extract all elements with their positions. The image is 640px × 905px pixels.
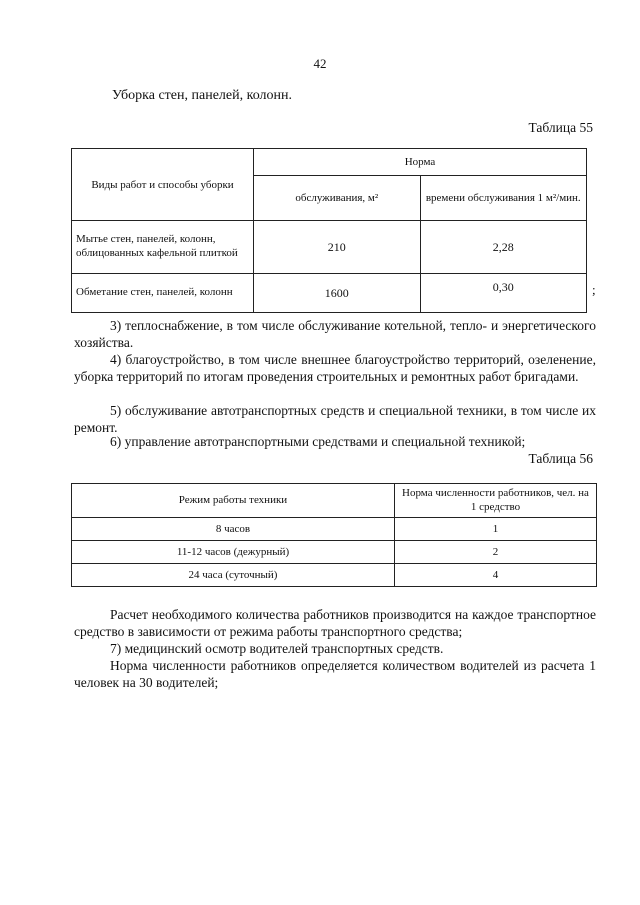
paragraph: Норма численности работников определяется количеством водителей из расчета 1 человек на 30 водителей; <box>74 658 596 690</box>
row-staff-norm: 1 <box>395 517 597 540</box>
row-service-time: 2,28 <box>420 221 586 274</box>
row-operating-mode: 8 часов <box>72 517 395 540</box>
row-work-kind: Обметание стен, панелей, колонн <box>72 274 254 313</box>
table-row <box>72 540 597 563</box>
header-service-area: обслуживания, м² <box>254 176 421 221</box>
header-work-kind: Виды работ и способы уборки <box>72 149 254 221</box>
table-55 <box>71 148 587 313</box>
row-staff-norm: 2 <box>395 540 597 563</box>
row-operating-mode: 11-12 часов (дежурный) <box>72 540 395 563</box>
paragraph: 3) теплоснабжение, в том числе обслуживание котельной, тепло- и энергетического хозяйства. <box>74 318 596 350</box>
row-service-area: 210 <box>254 221 421 274</box>
table-trailing-punctuation: ; <box>592 282 596 297</box>
paragraph: 5) обслуживание автотранспортных средств и специальной техники, в том числе их ремонт. <box>74 403 596 435</box>
page-number: 42 <box>313 56 327 71</box>
table-row <box>72 274 587 313</box>
header-service-time: времени обслуживания 1 м²/мин. <box>420 176 586 221</box>
table-56-caption: Таблица 56 <box>528 451 593 466</box>
row-work-kind: Мытье стен, панелей, колонн, облицованных кафельной плиткой <box>72 221 254 274</box>
row-service-area: 1600 <box>254 274 421 313</box>
paragraph: 6) управление автотранспортными средствами и специальной техникой; <box>110 434 526 449</box>
paragraph: Расчет необходимого количества работников производится на каждое транспортное средство в зависимости от режима работы транспортного средства; <box>74 607 596 639</box>
table-56 <box>71 483 597 587</box>
row-operating-mode: 24 часа (суточный) <box>72 563 395 586</box>
header-operating-mode: Режим работы техники <box>72 484 395 518</box>
table-row <box>72 517 597 540</box>
header-staff-norm: Норма численности работников, чел. на 1 средство <box>395 484 597 518</box>
paragraph: 7) медицинский осмотр водителей транспортных средств. <box>110 641 444 656</box>
table-row <box>72 563 597 586</box>
paragraph: 4) благоустройство, в том числе внешнее благоустройство территорий, озеленение, уборка территорий по итогам проведения строительных и ремонтных работ бригадами. <box>74 352 596 384</box>
header-norma: Норма <box>254 149 587 176</box>
table-row <box>72 221 587 274</box>
table-55-caption: Таблица 55 <box>528 120 593 135</box>
section-title: Уборка стен, панелей, колонн. <box>112 88 292 103</box>
row-service-time: 0,30 <box>420 274 586 313</box>
row-staff-norm: 4 <box>395 563 597 586</box>
